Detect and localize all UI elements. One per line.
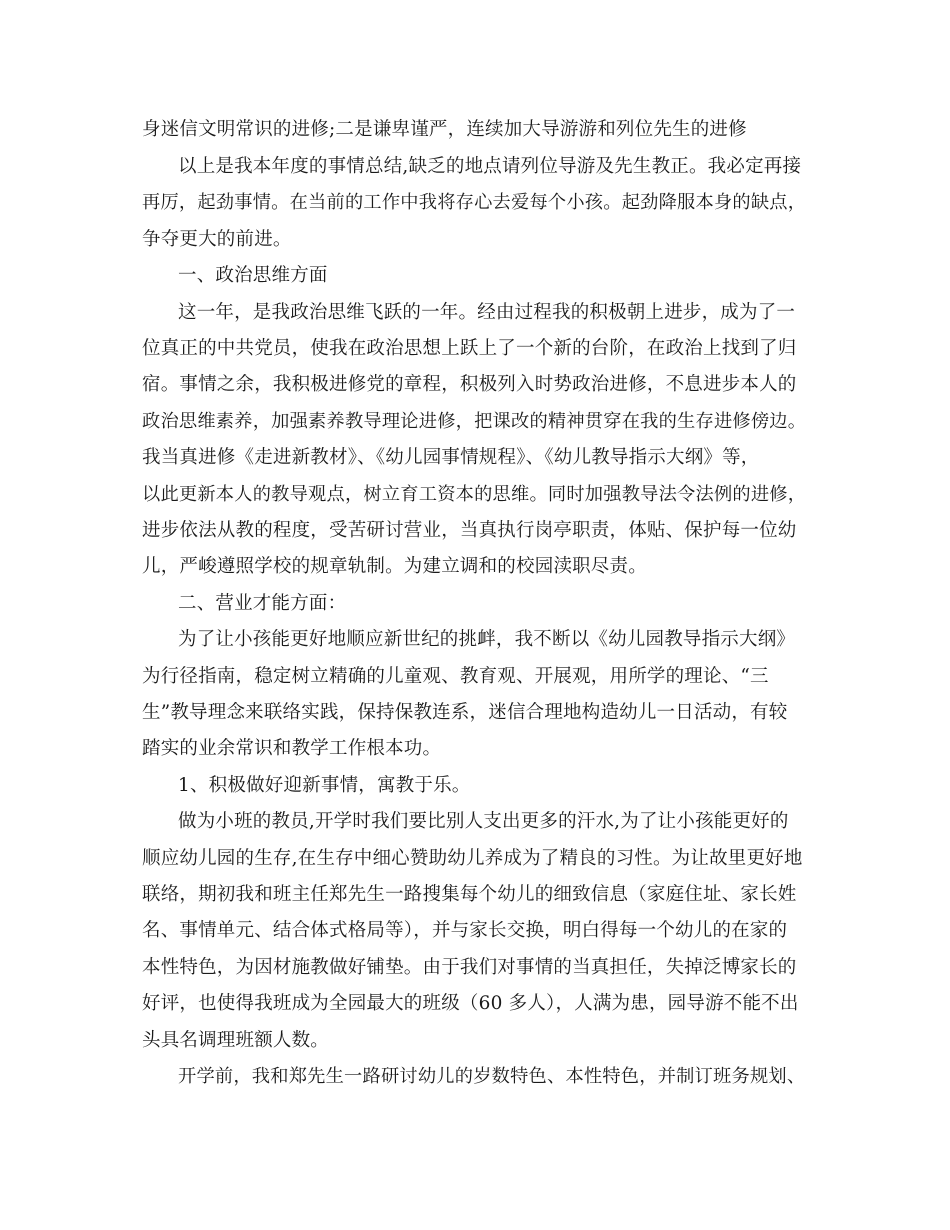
text-line: 名、事情单元、结合体式格局等），并与家长交换，明白得每一个幼儿的在家的 (142, 920, 788, 941)
text-line: 位真正的中共党员，使我在政治思想上跃上了一个新的台阶，在政治上找到了归 (142, 338, 797, 359)
text-line: 身迷信文明常识的进修;二是谦卑谨严，连续加大导游游和列位先生的进修 (142, 119, 747, 140)
text-line: 头具名调理班额人数。 (142, 1030, 330, 1051)
text-line: 本性特色，为因材施教做好铺垫。由于我们对事情的当真担任，失掉泛博家长的 (142, 957, 797, 978)
text-line: 开学前，我和郑先生一路研讨幼儿的岁数特色、本性特色，并制订班务规划、 (178, 1066, 806, 1087)
text-line: 宿。事情之余，我积极进修党的章程，积极列入时势政治进修，不息进步本人的 (142, 374, 797, 395)
text-line: 为了让小孩能更好地顺应新世纪的挑衅，我不断以《幼儿园教导指示大纲》 (178, 629, 796, 650)
text-line: 进步依法从教的程度，受苦研讨营业，当真执行岗亭职责，体贴、保护每一位幼 (142, 520, 797, 541)
text-line: 为行径指南，稳定树立精确的儿童观、教育观、开展观，用所学的理论、“三 (142, 666, 769, 687)
text-line: 联络，期初我和班主任郑先生一路搜集每个幼儿的细致信息（家庭住址、家长姓 (142, 884, 797, 905)
subsection-heading: 1、积极做好迎新事情，寓教于乐。 (178, 775, 471, 796)
text-line: 这一年，是我政治思维飞跃的一年。经由过程我的积极朝上进步，成为了一 (178, 302, 796, 323)
text-line: 儿，严峻遵照学校的规章轨制。为建立调和的校园渎职尽责。 (142, 556, 647, 577)
text-line: 争夺更大的前进。 (142, 229, 292, 250)
text-line: 顺应幼儿园的生存,在生存中细心赞助幼儿养成为了精良的习性。为让故里更好地 (142, 848, 803, 869)
section-heading: 二、营业才能方面： (178, 593, 347, 614)
text-line: 政治思维素养，加强素养教导理论进修，把课改的精神贯穿在我的生存进修傍边。 (142, 411, 807, 432)
text-line: 做为小班的教员,开学时我们要比别人支出更多的汗水,为了让小孩能更好的 (178, 811, 789, 832)
text-line: 好评，也使得我班成为全园最大的班级（60 多人），人满为患，园导游不能不出 (142, 993, 799, 1014)
text-line: 以上是我本年度的事情总结,缺乏的地点请列位导游及先生教正。我必定再接 (178, 156, 802, 177)
text-line: 以此更新本人的教导观点，树立育工资本的思维。同时加强教导法令法例的进修， (142, 484, 807, 505)
text-line: 踏实的业余常识和教学工作根本功。 (142, 738, 442, 759)
text-line: 再厉，起劲事情。在当前的工作中我将存心去爱每个小孩。起劲降服本身的缺点， (142, 192, 807, 213)
section-heading: 一、政治思维方面 (178, 265, 328, 286)
text-line: 我当真进修《走进新教材》、《幼儿园事情规程》、《幼儿教导指示大纲》等， (142, 447, 760, 468)
text-line: 生”教导理念来联络实践，保持保教连系，迷信合理地构造幼儿一日活动，有较 (142, 702, 788, 723)
